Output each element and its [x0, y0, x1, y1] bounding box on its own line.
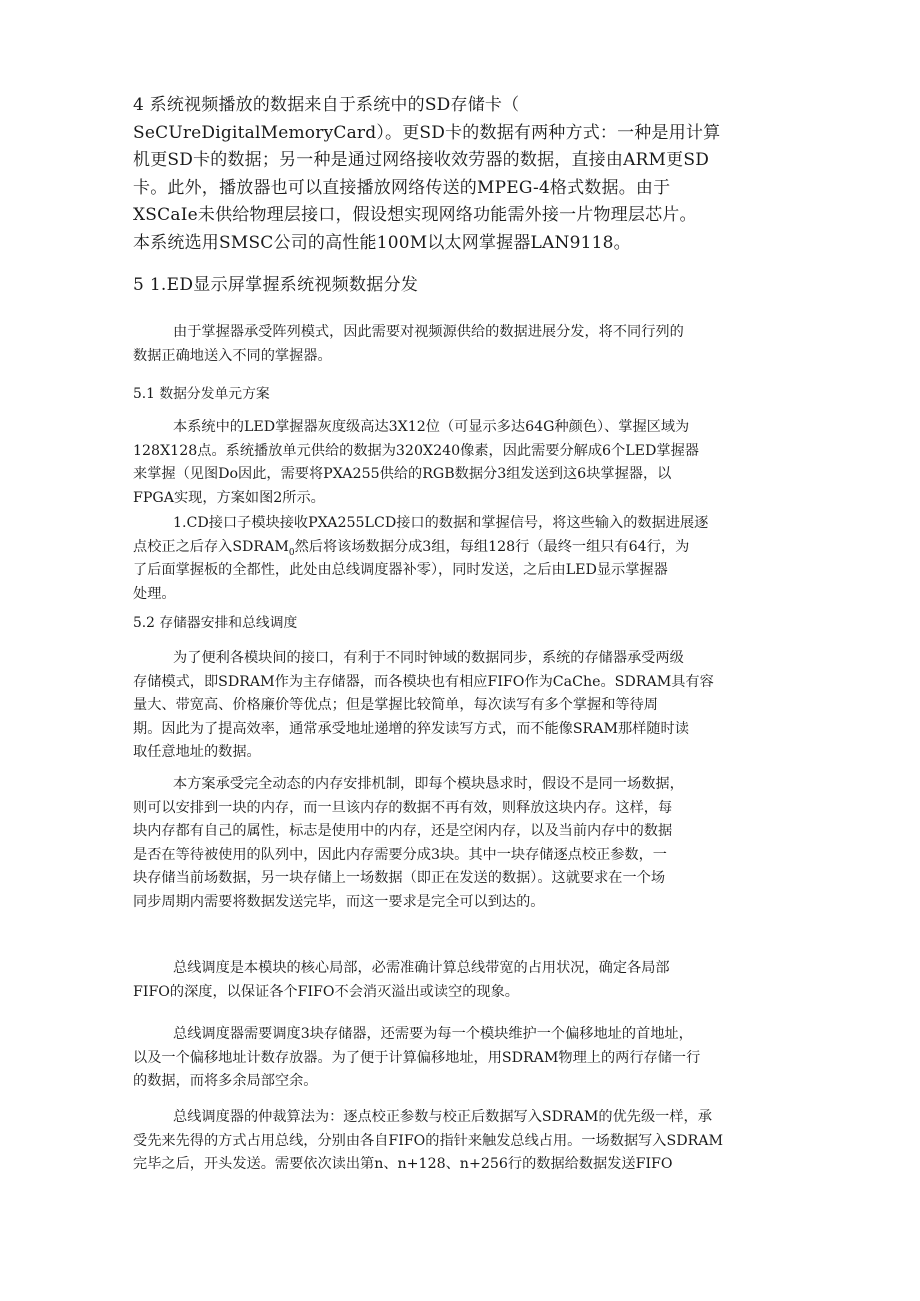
text-line: XSCaIe未供给物理层接口，假设想实现网络功能需外接一片物理层芯片。: [133, 205, 697, 225]
text-line: 存储模式，即SDRAM作为主存储器，而各模块也有相应FIFO作为CaChe。SDRAM具有容: [133, 673, 714, 690]
text-line: FIFO的深度，以保证各个FIFO不会消灭溢出或读空的现象。: [133, 983, 519, 1000]
text-line: 了后面掌握板的全都性，此处由总线调度器补零），同时发送，之后由LED显示掌握器: [133, 562, 668, 579]
text-line: 块内存都有自己的属性，标志是使用中的内存，还是空闲内存，以及当前内存中的数据: [133, 823, 673, 840]
text-line: 量大、带宽高、价格廉价等优点；但是掌握比较简单，每次读写有多个掌握和等待周: [133, 697, 658, 714]
text-line: FPGA实现，方案如图2所示。: [133, 489, 325, 506]
text-line: 完毕之后，开头发送。需要依次读出第n、n+128、n+256行的数据给数据发送FIFO: [133, 1156, 673, 1173]
text-line: 128X128点。系统播放单元供给的数据为320X240像素，因此需要分解成6个LED掌握器: [133, 442, 699, 459]
text-line: 本系统中的LED掌握器灰度级高达3X12位（可显示多达64G种颜色）、掌握区域为: [173, 419, 690, 435]
text-line: 总线调度是本模块的核心局部，必需准确计算总线带宽的占用状况，确定各局部: [173, 960, 670, 976]
text-segment: 然后将该场数据分成3组，每组128行（最终一组只有64行，为: [294, 538, 690, 555]
paragraph-5-2-memory-allocation: [133, 773, 795, 915]
text-line: 卡。此外，播放器也可以直接播放网络传送的MPEG-4格式数据。由于: [133, 177, 671, 198]
text-line: 期。因此为了提高效率，通常承受地址递增的猝发读写方式，而不能像SRAM那样随时读: [133, 720, 689, 737]
subscript: 0: [288, 547, 295, 558]
subheading-5-1: 5.1 数据分发单元方案: [133, 386, 270, 402]
text-line: 则可以安排到一块的内存，而一旦该内存的数据不再有效，则释放这块内存。这样，每: [133, 799, 673, 816]
paragraph-bus-scheduling: [133, 957, 795, 1004]
text-line: 总线调度器的仲裁算法为：逐点校正参数与校正后数据写入SDRAM的优先级一样，承: [173, 1109, 712, 1125]
paragraph-bus-arbitration: [133, 1106, 795, 1177]
text-line: 由于掌握器承受阵列模式，因此需要对视频源供给的数据进展分发，将不同行列的: [173, 324, 684, 340]
paragraph-bus-scheduler-memory: [133, 1023, 795, 1094]
text-segment: 点校正之后存入SDRAM: [133, 538, 289, 555]
paragraph-5-2-storage: [133, 647, 795, 765]
subheading-5-2: 5.2 存储器安排和总线调度: [133, 615, 298, 631]
text-line: 以及一个偏移地址计数存放器。为了便于计算偏移地址，用SDRAM物理上的两行存储一行: [133, 1049, 701, 1066]
text-line: 处理。: [133, 585, 176, 602]
text-line: SeCUreDigitalMemoryCard）。更SD卡的数据有两种方式：一种是用计算: [133, 122, 721, 143]
text-line: 本系统选用SMSC公司的高性能100M以太网掌握器LAN9118。: [133, 232, 631, 253]
text-line: [133, 536, 795, 560]
text-line: 1.CD接口子模块接收PXA255LCD接口的数据和掌握信号，将这些输入的数据进展逐: [173, 515, 709, 531]
text-line: 总线调度器需要调度3块存储器，还需要为每一个模块维护一个偏移地址的首地址，: [173, 1026, 693, 1042]
text-line: 是否在等待被使用的队列中，因此内存需要分成3块。其中一块存储逐点校正参数，一: [133, 846, 667, 863]
paragraph-5-1-scheme: [133, 416, 795, 510]
paragraph-section-5-intro: [133, 321, 795, 368]
paragraph-5-1-lcd: [133, 512, 795, 606]
section-heading-5: 5 1.ED显示屏掌握系统视频数据分发: [133, 275, 419, 295]
text-line: 4 系统视频播放的数据来自于系统中的SD存储卡（: [133, 95, 520, 115]
paragraph-sd-storage: [133, 92, 795, 257]
text-line: 为了便利各模块间的接口，有利于不同时钟域的数据同步，系统的存储器承受两级: [173, 650, 684, 666]
text-line: 来掌握（见图Do因此，需要将PXA255供给的RGB数据分3组发送到这6块掌握器，以: [133, 466, 672, 483]
text-line: 的数据，而将多余局部空余。: [133, 1073, 318, 1090]
text-line: 数据正确地送入不同的掌握器。: [133, 347, 332, 364]
text-line: 本方案承受完全动态的内存安排机制，即每个模块恳求时，假设不是同一场数据，: [173, 776, 684, 792]
text-line: 受先来先得的方式占用总线，分别由各自FIFO的指针来触发总线占用。一场数据写入SDRAM: [133, 1132, 724, 1149]
text-line: 取任意地址的数据。: [133, 744, 261, 761]
text-line: 同步周期内需要将数据发送完毕，而这一要求是完全可以到达的。: [133, 893, 545, 910]
text-line: 机更SD卡的数据；另一种是通过网络接收效劳器的数据，直接由ARM更SD: [133, 150, 710, 170]
text-line: 块存储当前场数据，另一块存储上一场数据（即正在发送的数据）。这就要求在一个场: [133, 870, 666, 887]
